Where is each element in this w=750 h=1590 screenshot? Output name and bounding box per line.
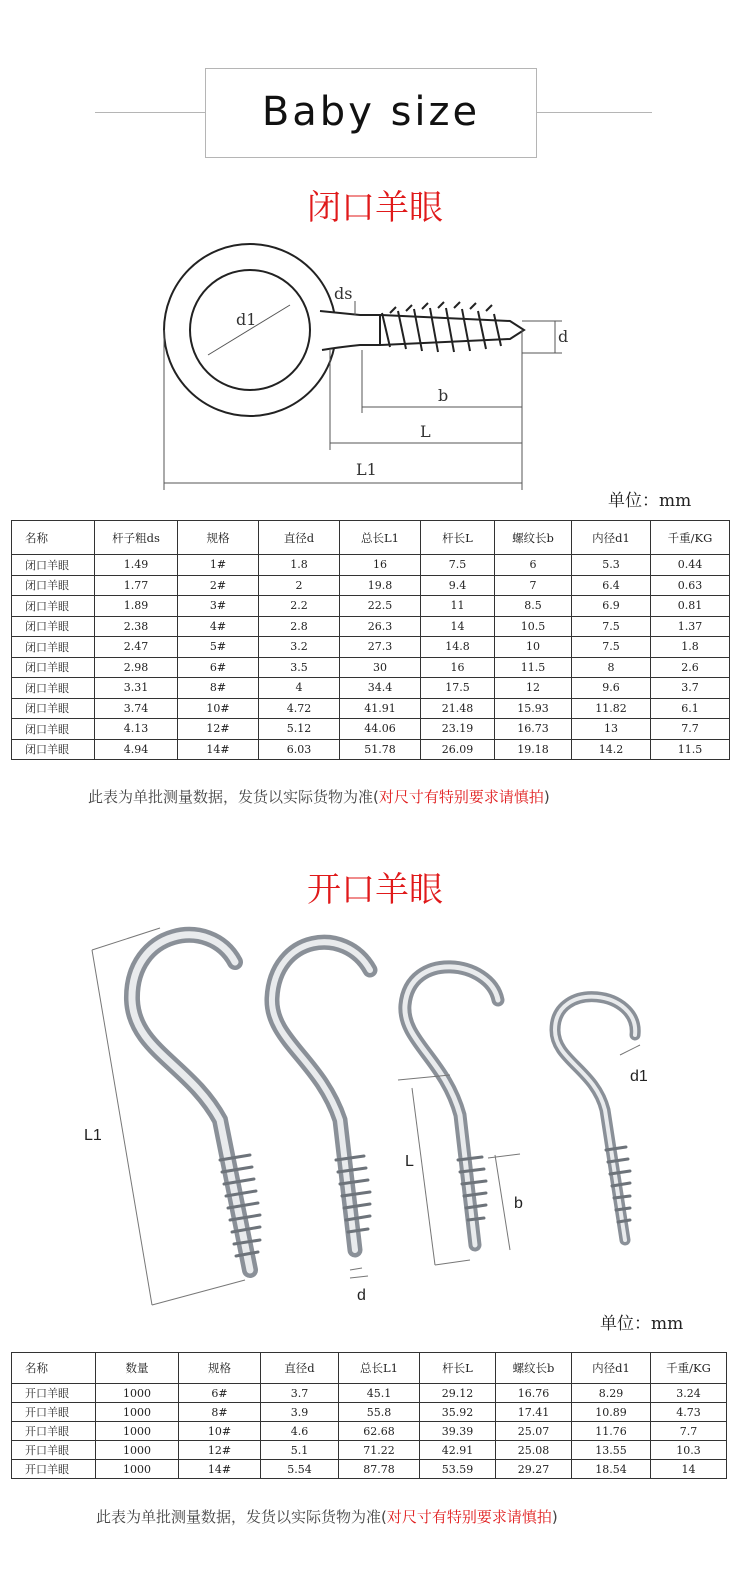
column-header: 总长L1 [339,1353,420,1384]
table-cell: 7.7 [651,1422,727,1441]
table-row [12,1384,727,1403]
table-cell: 1.8 [651,637,730,658]
column-header: 杆长L [421,521,495,555]
table-cell: 开口羊眼 [12,1384,96,1403]
table-cell: 9.6 [572,678,651,699]
table-cell: 开口羊眼 [12,1422,96,1441]
table-cell: 1# [178,555,259,576]
photo-label-d: d [357,1287,366,1304]
table-cell: 25.08 [496,1441,572,1460]
table-cell: 闭口羊眼 [12,555,95,576]
table-cell: 3.24 [651,1384,727,1403]
table-cell: 45.1 [339,1384,420,1403]
table-cell: 14# [179,1460,261,1479]
table-cell: 闭口羊眼 [12,596,95,617]
table-row [12,1441,727,1460]
table-cell: 14 [651,1460,727,1479]
table-cell: 1.49 [95,555,178,576]
table-cell: 4 [259,678,340,699]
column-header: 规格 [179,1353,261,1384]
open-hooks-photo [50,920,700,1320]
table-cell: 7.5 [572,637,651,658]
table-cell: 6.9 [572,596,651,617]
table-cell: 闭口羊眼 [12,678,95,699]
table-cell: 3.7 [651,678,730,699]
table-cell: 12# [179,1441,261,1460]
column-header: 名称 [12,521,95,555]
closed-unit: 单位：mm [608,491,692,511]
table-cell: 开口羊眼 [12,1403,96,1422]
table-cell: 23.19 [421,719,495,740]
table-row [12,739,730,760]
table-cell: 17.41 [496,1403,572,1422]
table-cell: 11.76 [572,1422,651,1441]
table-cell: 27.3 [340,637,421,658]
table-row [12,698,730,719]
table-row [12,1422,727,1441]
table-row [12,616,730,637]
closed-note-text: 此表为单批测量数据，发货以实际货物为准( [88,788,379,806]
table-cell: 开口羊眼 [12,1441,96,1460]
column-header: 数量 [96,1353,179,1384]
label-L1: L1 [356,460,377,479]
table-cell: 闭口羊眼 [12,616,95,637]
table-cell: 1000 [96,1422,179,1441]
column-header: 总长L1 [340,521,421,555]
table-cell: 3# [178,596,259,617]
table-cell: 29.12 [420,1384,496,1403]
table-header-row [12,521,730,555]
table-cell: 11.5 [651,739,730,760]
open-note [96,1506,558,1527]
table-cell: 6.1 [651,698,730,719]
table-cell: 7.5 [421,555,495,576]
table-row [12,1460,727,1479]
page-title: Baby size [246,84,496,140]
table-row [12,678,730,699]
table-cell: 1000 [96,1460,179,1479]
table-cell: 0.81 [651,596,730,617]
table-cell: 4.73 [651,1403,727,1422]
table-cell: 44.06 [340,719,421,740]
table-cell: 87.78 [339,1460,420,1479]
column-header: 规格 [178,521,259,555]
table-cell: 3.7 [261,1384,339,1403]
table-cell: 5.3 [572,555,651,576]
table-cell: 39.39 [420,1422,496,1441]
table-cell: 35.92 [420,1403,496,1422]
table-cell: 5.12 [259,719,340,740]
closed-eye-diagram [150,235,590,500]
table-cell: 11 [421,596,495,617]
table-row [12,637,730,658]
table-cell: 16 [421,657,495,678]
table-cell: 19.8 [340,575,421,596]
table-cell: 2# [178,575,259,596]
table-cell: 16.76 [496,1384,572,1403]
table-cell: 5.1 [261,1441,339,1460]
table-cell: 10.3 [651,1441,727,1460]
column-header: 直径d [261,1353,339,1384]
label-L: L [420,422,431,441]
table-cell: 4.72 [259,698,340,719]
table-cell: 2.2 [259,596,340,617]
table-cell: 0.44 [651,555,730,576]
table-cell: 0.63 [651,575,730,596]
table-cell: 9.4 [421,575,495,596]
table-cell: 14# [178,739,259,760]
table-cell: 1.77 [95,575,178,596]
table-cell: 11.82 [572,698,651,719]
table-cell: 41.91 [340,698,421,719]
table-cell: 14 [421,616,495,637]
table-cell: 4# [178,616,259,637]
table-cell: 2.38 [95,616,178,637]
open-note-warning: 对尺寸有特别要求请慎拍 [386,1508,552,1526]
table-cell: 10 [495,637,572,658]
column-header: 千重/KG [651,521,730,555]
table-cell: 8.5 [495,596,572,617]
table-cell: 4.6 [261,1422,339,1441]
table-cell: 17.5 [421,678,495,699]
table-cell: 2.47 [95,637,178,658]
table-cell: 6# [178,657,259,678]
table-cell: 62.68 [339,1422,420,1441]
table-cell: 21.48 [421,698,495,719]
table-cell: 1.8 [259,555,340,576]
table-cell: 6# [179,1384,261,1403]
closed-note-end: ) [543,788,550,806]
table-cell: 25.07 [496,1422,572,1441]
table-cell: 闭口羊眼 [12,698,95,719]
open-section-title: 开口羊眼 [307,870,443,910]
table-cell: 14.2 [572,739,651,760]
table-cell: 3.74 [95,698,178,719]
closed-section-title: 闭口羊眼 [307,188,443,228]
table-cell: 10# [179,1422,261,1441]
open-spec-table [11,1352,727,1479]
table-cell: 3.2 [259,637,340,658]
table-cell: 51.78 [340,739,421,760]
table-cell: 8 [572,657,651,678]
table-cell: 8# [178,678,259,699]
open-note-end: ) [551,1508,558,1526]
table-cell: 4.13 [95,719,178,740]
table-cell: 14.8 [421,637,495,658]
table-cell: 闭口羊眼 [12,719,95,740]
label-d1: d1 [236,310,257,329]
table-row [12,555,730,576]
column-header: 螺纹长b [495,521,572,555]
table-cell: 8.29 [572,1384,651,1403]
label-d: d [558,327,569,346]
open-note-text: 此表为单批测量数据，发货以实际货物为准( [96,1508,387,1526]
table-cell: 7.7 [651,719,730,740]
table-cell: 10.89 [572,1403,651,1422]
table-cell: 6 [495,555,572,576]
label-b: b [438,386,449,405]
table-cell: 3.31 [95,678,178,699]
table-cell: 5# [178,637,259,658]
table-cell: 7 [495,575,572,596]
table-header-row [12,1353,727,1384]
open-unit: 单位：mm [600,1314,684,1334]
column-header: 直径d [259,521,340,555]
table-cell: 26.09 [421,739,495,760]
table-row [12,575,730,596]
table-cell: 7.5 [572,616,651,637]
table-cell: 8# [179,1403,261,1422]
table-cell: 1.89 [95,596,178,617]
table-cell: 6.03 [259,739,340,760]
table-cell: 5.54 [261,1460,339,1479]
table-cell: 29.27 [496,1460,572,1479]
table-cell: 12# [178,719,259,740]
table-cell: 闭口羊眼 [12,637,95,658]
table-cell: 闭口羊眼 [12,575,95,596]
table-cell: 53.59 [420,1460,496,1479]
table-row [12,719,730,740]
table-cell: 10# [178,698,259,719]
table-cell: 11.5 [495,657,572,678]
table-cell: 13 [572,719,651,740]
label-ds: ds [334,284,353,303]
table-row [12,596,730,617]
header-rule-left [95,112,205,113]
table-cell: 12 [495,678,572,699]
table-cell: 3.9 [261,1403,339,1422]
column-header: 内径d1 [572,521,651,555]
column-header: 螺纹长b [496,1353,572,1384]
table-cell: 2 [259,575,340,596]
closed-note-warning: 对尺寸有特别要求请慎拍 [378,788,544,806]
table-cell: 1.37 [651,616,730,637]
column-header: 名称 [12,1353,96,1384]
table-cell: 16 [340,555,421,576]
column-header: 内径d1 [572,1353,651,1384]
table-cell: 42.91 [420,1441,496,1460]
column-header: 杆长L [420,1353,496,1384]
table-row [12,1403,727,1422]
table-cell: 开口羊眼 [12,1460,96,1479]
table-cell: 2.8 [259,616,340,637]
column-header: 杆子粗ds [95,521,178,555]
table-cell: 闭口羊眼 [12,657,95,678]
table-cell: 2.98 [95,657,178,678]
photo-label-L1: L1 [84,1127,102,1144]
table-cell: 34.4 [340,678,421,699]
table-cell: 55.8 [339,1403,420,1422]
photo-label-L: L [405,1153,414,1170]
table-cell: 1000 [96,1384,179,1403]
table-row [12,657,730,678]
closed-note [88,786,550,807]
table-cell: 71.22 [339,1441,420,1460]
table-cell: 15.93 [495,698,572,719]
table-cell: 1000 [96,1441,179,1460]
table-cell: 13.55 [572,1441,651,1460]
photo-label-b: b [514,1195,523,1212]
table-cell: 16.73 [495,719,572,740]
table-cell: 2.6 [651,657,730,678]
photo-label-d1: d1 [630,1068,648,1085]
table-cell: 6.4 [572,575,651,596]
table-cell: 18.54 [572,1460,651,1479]
table-cell: 30 [340,657,421,678]
header-rule-right [537,112,652,113]
column-header: 千重/KG [651,1353,727,1384]
table-cell: 22.5 [340,596,421,617]
table-cell: 10.5 [495,616,572,637]
table-cell: 3.5 [259,657,340,678]
table-cell: 1000 [96,1403,179,1422]
closed-spec-table [11,520,730,760]
table-cell: 26.3 [340,616,421,637]
table-cell: 4.94 [95,739,178,760]
table-cell: 19.18 [495,739,572,760]
table-cell: 闭口羊眼 [12,739,95,760]
